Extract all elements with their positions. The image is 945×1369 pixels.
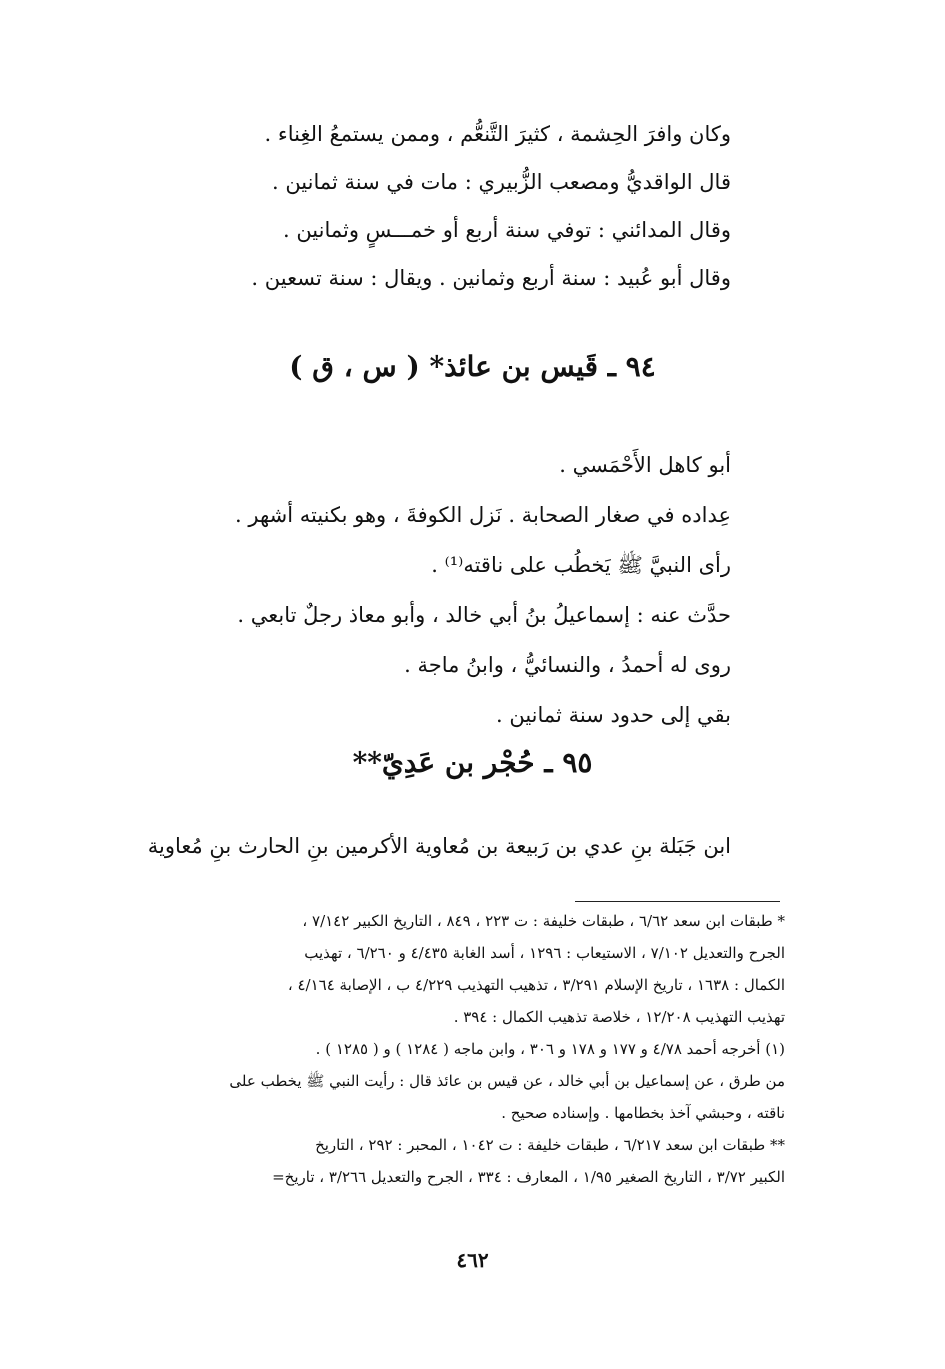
- page-number: ٤٦٢: [456, 1248, 489, 1272]
- footnote-line: (١) أخرجه أحمد ٤/٧٨ و ١٧٧ و ١٧٨ و ٣٠٦ ، وابن ماجه ( ١٢٨٤ ) و ( ١٢٨٥ ) .: [315, 1040, 785, 1058]
- text-line: عِداده في صغار الصحابة . نَزل الكوفةَ ، وهو بكنيته أشهر .: [235, 503, 731, 527]
- text-line: وقال المدائني : توفي سنة أربع أو خمـــسٍ وثمانين .: [282, 218, 731, 242]
- text-line: أبو كاهل الأَحْمَسي .: [559, 453, 731, 477]
- text-line: بقي إلى حدود سنة ثمانين .: [496, 703, 731, 727]
- footnotes: [115, 905, 785, 1193]
- footnote-line: الكمال : ١٦٣٨ ، تاريخ الإسلام ٣/٢٩١ ، تذهيب التهذيب ٤/٢٢٩ ب ، الإصابة ٤/١٦٤ ،: [287, 976, 785, 994]
- entry-94-heading: ٩٤ ـ قَيس بن عائذ* ( س ، ق ): [289, 350, 656, 383]
- footnote-line: تهذيب التهذيب ١٢/٢٠٨ ، خلاصة تذهيب الكمال : ٣٩٤ .: [453, 1008, 785, 1026]
- text-line: وقال أبو عُبيد : سنة أربع وثمانين . ويقال : سنة تسعين .: [251, 266, 731, 290]
- text-line: حدَّث عنه : إسماعيلُ بنُ أبي خالد ، وأبو معاذ رجلٌ تابعي .: [237, 603, 731, 627]
- text-line: وكان وافرَ الحِشمة ، كثيرَ التَّنعُّم ، وممن يستمعُ الغِناء .: [264, 122, 731, 146]
- footnote-line: * طبقات ابن سعد ٦/٦٢ ، طبقات خليفة : ت ٢٢٣ ، ٨٤٩ ، التاريخ الكبير ٧/١٤٢ ،: [302, 912, 785, 930]
- footnote-line: الجرح والتعديل ٧/١٠٢ ، الاستيعاب : ١٢٩٦ ، أسد الغابة ٤/٤٣٥ و ٦/٢٦٠ ، تهذيب: [304, 944, 785, 962]
- text-line: روى له أحمدُ ، والنسائيُّ ، وابنُ ماجة .: [404, 653, 731, 677]
- entry-95-heading: ٩٥ ـ حُجْر بن عَدِيّ**: [352, 746, 593, 779]
- footnote-line: من طرق ، عن إسماعيل بن أبي خالد ، عن قيس بن عائذ قال : رأيت النبي ﷺ يخطب على: [229, 1072, 785, 1090]
- text-line: قال الواقديُّ ومصعب الزُّبيري : مات في سنة ثمانين .: [271, 170, 731, 194]
- footnote-line: الكبير ٣/٧٢ ، التاريخ الصغير ١/٩٥ ، المعارف : ٣٣٤ ، الجرح والتعديل ٣/٢٦٦ ، تاريخ=: [272, 1168, 785, 1186]
- text-line: رأى النبيَّ ﷺ يَخطُب على ناقته⁽¹⁾ .: [431, 553, 731, 577]
- intro-paragraph: [171, 110, 731, 302]
- entry-94-body: [131, 440, 731, 740]
- footnote-line: ناقته ، وحبشي آخذ بخطامها . وإسناده صحيح .: [501, 1104, 785, 1122]
- entry-95-body: ابن جَبَلة بنِ عدي بن رَبيعة بن مُعاوية الأكرمين بنِ الحارث بنِ مُعاوية: [147, 834, 731, 858]
- footnote-separator: [575, 901, 780, 902]
- footnote-line: ** طبقات ابن سعد ٦/٢١٧ ، طبقات خليفة : ت ١٠٤٢ ، المحبر : ٢٩٢ ، التاريخ: [315, 1136, 785, 1154]
